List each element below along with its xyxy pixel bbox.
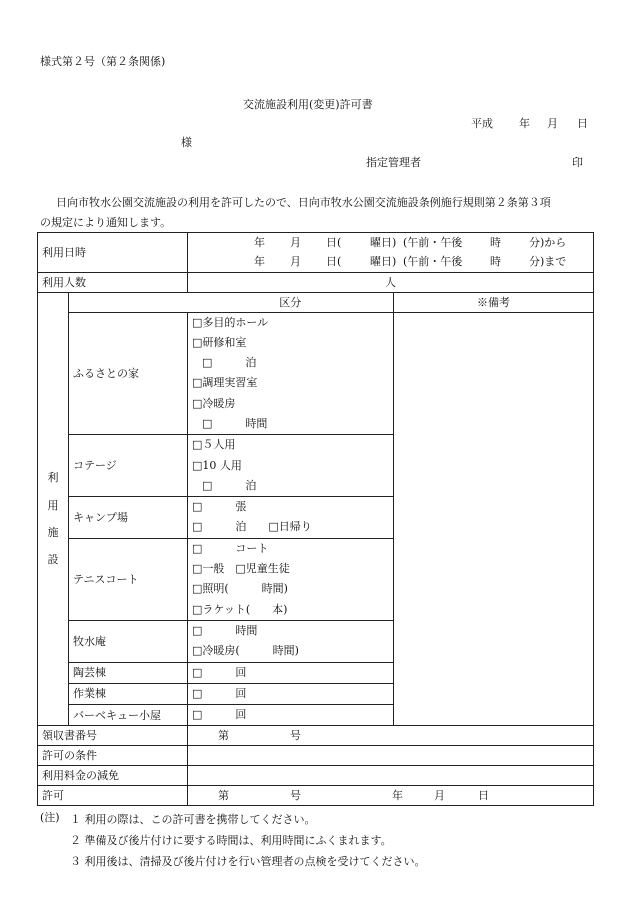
notes-prefix: (注) — [40, 811, 60, 824]
option-line[interactable]: □ 回 — [192, 708, 247, 722]
permit-go: 号 — [290, 789, 301, 803]
date-year: 年 — [519, 117, 530, 130]
fee-reduction-label: 利用料金の減免 — [38, 766, 188, 786]
usage-people-label: 利用人数 — [38, 273, 188, 293]
datetime-from — [192, 234, 589, 253]
facility-name: 牧水庵 — [69, 620, 188, 662]
fee-reduction-field[interactable] — [188, 766, 594, 786]
option-line[interactable]: □照明( 時間) — [192, 582, 288, 596]
from-ampm: (午前・午後 — [403, 235, 463, 249]
remarks-field[interactable] — [394, 312, 594, 726]
date-day: 日 — [577, 117, 588, 130]
receipt-go: 号 — [290, 729, 301, 743]
permit-month: 月 — [434, 789, 445, 803]
receipt-label: 領収書番号 — [38, 726, 188, 746]
facility-options[interactable] — [188, 538, 394, 620]
permit-row — [38, 786, 594, 806]
facility-name: ふるさとの家 — [69, 312, 188, 435]
facility-vertical-label — [38, 312, 69, 726]
facility-name: テニスコート — [69, 538, 188, 620]
usage-people-row — [38, 273, 594, 293]
option-line[interactable]: □多目的ホール — [192, 315, 269, 329]
usage-datetime-row — [38, 233, 594, 273]
receipt-dai: 第 — [218, 729, 229, 743]
facility-row — [38, 312, 594, 435]
facility-name: 作業棟 — [69, 683, 188, 704]
permit-year: 年 — [392, 789, 403, 803]
from-hour: 時 — [490, 235, 501, 249]
facility-options[interactable] — [188, 435, 394, 497]
option-line[interactable]: □ 時間 — [202, 416, 268, 430]
option-line[interactable]: □ 回 — [192, 686, 247, 700]
fee-reduction-row — [38, 766, 594, 786]
note-item: ３ 利用後は、清掃及び後片付けを行い管理者の点検を受けてください。 — [70, 855, 426, 868]
facility-options[interactable] — [188, 497, 394, 539]
date-month: 月 — [547, 117, 558, 130]
category-header: 区分 — [188, 293, 394, 313]
option-line[interactable]: □ 泊 □日帰り — [192, 520, 312, 534]
from-month: 月 — [290, 235, 301, 249]
facility-options[interactable] — [188, 705, 394, 726]
facility-name: コテージ — [69, 435, 188, 497]
option-line[interactable]: □一般 □児童生徒 — [192, 562, 290, 576]
to-year: 年 — [254, 254, 265, 268]
facility-options[interactable] — [188, 683, 394, 704]
conditions-row — [38, 746, 594, 766]
conditions-label: 許可の条件 — [38, 746, 188, 766]
option-line[interactable]: □冷暖房( 時間) — [192, 644, 299, 658]
to-weekday: 曜日) — [370, 254, 397, 268]
header-blank2 — [69, 293, 188, 313]
facility-label-char: 用 — [47, 498, 59, 512]
permit-field[interactable] — [188, 786, 594, 806]
option-line[interactable]: □５人用 — [192, 438, 236, 452]
note-item: １ 利用の際は、この許可書を携帯してください。 — [70, 813, 316, 826]
to-ampm: (午前・午後 — [403, 254, 463, 268]
conditions-field[interactable] — [188, 746, 594, 766]
intro-text-line1: 日向市牧水公園交流施設の利用を許可したので、日向市牧水公園交流施設条例施行規則第２条第３項 — [56, 196, 551, 209]
remarks-header: ※備考 — [394, 293, 594, 313]
permit-form-table — [37, 232, 594, 806]
seal-mark: 印 — [572, 156, 583, 169]
note-item: ２ 準備及び後片付けに要する時間は、利用時間にふくまれます。 — [70, 834, 392, 847]
facility-label-char: 設 — [47, 552, 59, 566]
facility-options[interactable] — [188, 620, 394, 662]
form-number: 様式第２号（第２条関係) — [40, 55, 166, 68]
page-title: 交流施設利用(変更)許可書 — [243, 98, 373, 111]
option-line[interactable]: □ 泊 — [202, 478, 257, 492]
facility-options[interactable] — [188, 312, 394, 435]
from-year: 年 — [254, 235, 265, 249]
permit-day: 日 — [478, 789, 489, 803]
datetime-to — [192, 253, 589, 272]
people-unit: 人 — [385, 275, 396, 289]
to-hour: 時 — [490, 254, 501, 268]
option-line[interactable]: □10 人用 — [192, 458, 242, 472]
usage-people-field[interactable] — [188, 273, 594, 293]
to-month: 月 — [290, 254, 301, 268]
receipt-field[interactable] — [188, 726, 594, 746]
option-line[interactable]: □ 泊 — [202, 356, 257, 370]
facility-name: キャンプ場 — [69, 497, 188, 539]
option-line[interactable]: □ 回 — [192, 665, 247, 679]
to-day: 日( — [326, 254, 342, 268]
option-line[interactable]: □ラケット( 本) — [192, 602, 288, 616]
facility-label-char: 施 — [47, 525, 59, 539]
option-line[interactable]: □研修和室 — [192, 335, 247, 349]
from-day: 日( — [326, 235, 342, 249]
usage-datetime-field[interactable] — [188, 233, 594, 273]
to-minute: 分)まで — [529, 254, 567, 268]
permit-dai: 第 — [218, 789, 229, 803]
header-row — [38, 293, 594, 313]
facility-options[interactable] — [188, 662, 394, 683]
facility-label-char: 利 — [47, 471, 59, 485]
facility-name: バーベキュー小屋 — [69, 705, 188, 726]
permit-label: 許可 — [38, 786, 188, 806]
header-blank — [38, 293, 69, 313]
receipt-row — [38, 726, 594, 746]
addressee-suffix: 様 — [181, 136, 192, 149]
option-line[interactable]: □ コート — [192, 541, 269, 555]
option-line[interactable]: □調理実習室 — [192, 376, 258, 390]
from-weekday: 曜日) — [370, 235, 397, 249]
date-era: 平成 — [471, 117, 493, 130]
usage-datetime-label: 利用日時 — [38, 233, 188, 273]
from-minute: 分)から — [529, 235, 567, 249]
option-line[interactable]: □ 張 — [192, 500, 247, 514]
option-line[interactable]: □ 時間 — [192, 623, 258, 637]
intro-text-line2: の規定により通知します。 — [40, 216, 172, 229]
option-line[interactable]: □冷暖房 — [192, 396, 236, 410]
manager-label: 指定管理者 — [366, 156, 421, 169]
facility-name: 陶芸棟 — [69, 662, 188, 683]
